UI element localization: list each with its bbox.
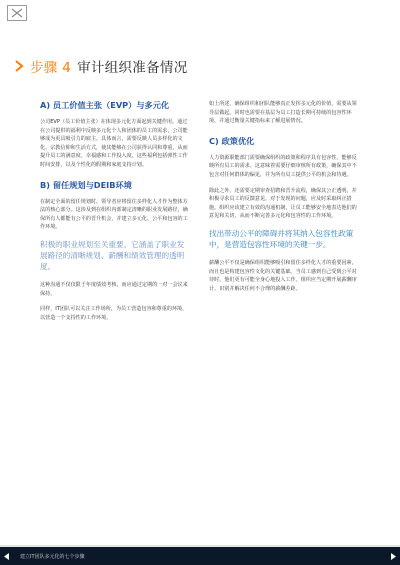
triangle-right-icon[interactable] bbox=[386, 547, 400, 565]
section-c-paragraph-2: 除此之外，还需要定期审查招聘和晋升流程，确保其公正透明，并积极寻求员工的反馈意见。对于发现的问题，应及时采取纠正措施。组织应该建立有效的沟通机制，让员工能够安全地表达他们的意见和关切，从而不断完善多元化和包容性的工作环境。 bbox=[209, 187, 357, 220]
section-c-heading: C) 政策优化 bbox=[209, 135, 255, 146]
triangle-left-icon[interactable] bbox=[0, 547, 14, 565]
section-c-paragraph-1: 人力资源职能部门需要确保组织的政策和程序具有包容性，能够反映所有员工的需求。这意味着需要仔细审核所有政策，确保其中不包含对任何群体的偏见，并为所有员工提供公平的机会和待遇。 bbox=[209, 154, 357, 178]
right-intro-paragraph: 如上所述，确保组织和团队能够真正发挥多元化的价值，需要从领导层做起。同时也需要在基层为员工打造长期可持续的包容性环境，并通过衡量关键指标来了解进展情况。 bbox=[209, 101, 357, 125]
section-c-paragraph-3: 薪酬公平不仅是确保组织能够吸引和留住多样化人才的重要因素，而且也是构建包容性文化的关键基础。当员工感到自己受到公平对待时，他们更有可能全身心地投入工作。组织应当定期开展薪酬审计，识别并解决任何不合理的薪酬差距。 bbox=[209, 259, 357, 292]
section-b-paragraph-2: 这种沟通不仅仅限于年度绩效考核，而应通过定期的一对一会议来保持。 bbox=[40, 281, 188, 297]
step-label: 步骤 4 bbox=[30, 60, 72, 76]
chevron-right-icon bbox=[0, 56, 24, 76]
step-title-text: 审计组织准备情况 bbox=[77, 60, 188, 76]
section-b-paragraph-1: 在制定全面的留任规划时，领导者应将留住多样化人才作为整体方法的核心部分。这涉及到在组织内部制定清晰的职业发展路径，确保所有人都能有公平的晋升机会，并建立多元化、公平和包容的工作环境。 bbox=[40, 198, 188, 231]
footer-bar bbox=[0, 547, 400, 565]
section-c-pull-quote: 找出带动公平的障碍并将其纳入包容性政策中，是营造包容性环境的关键一步。 bbox=[209, 228, 354, 249]
company-logo-icon bbox=[7, 5, 27, 21]
section-b-pull-quote: 积极的职业规划至关重要。它涵盖了职业发展路径的清晰规划、薪酬和绩效管理的透明度。 bbox=[40, 239, 185, 271]
page-title bbox=[30, 56, 188, 76]
footer-caption: 建立IT团队多元化的七个步骤 bbox=[20, 553, 85, 560]
section-a-paragraph: 公司EVP（员工价值主张）在体现多元化方面起到关键作用。通过在公司提供的福利中反映多元化个人和团体的员工的需求，公司能够成为更具吸引力的雇主。具体而言，需要反映人员多样化的文化、宗教信仰和生活方式，使其能够在公司获得认同和尊重，从而提升员工的满意度、幸福感和工作投入度。这些福利包括弹性工作时间安排，以及个性化的假期和家庭支持计划。 bbox=[40, 119, 188, 168]
section-b-heading: B) 留任规划与DEIB环境 bbox=[40, 179, 132, 190]
left-column bbox=[40, 100, 188, 329]
section-b-paragraph-3: 同样，IT团队可以关注工作场所，为员工营造包容和尊重的环境，以营造一个支持性的工作环境。 bbox=[40, 306, 188, 321]
right-column bbox=[209, 100, 357, 300]
step-header bbox=[0, 56, 188, 76]
section-a-heading: A) 员工价值主张（EVP）与多元化 bbox=[40, 100, 170, 110]
